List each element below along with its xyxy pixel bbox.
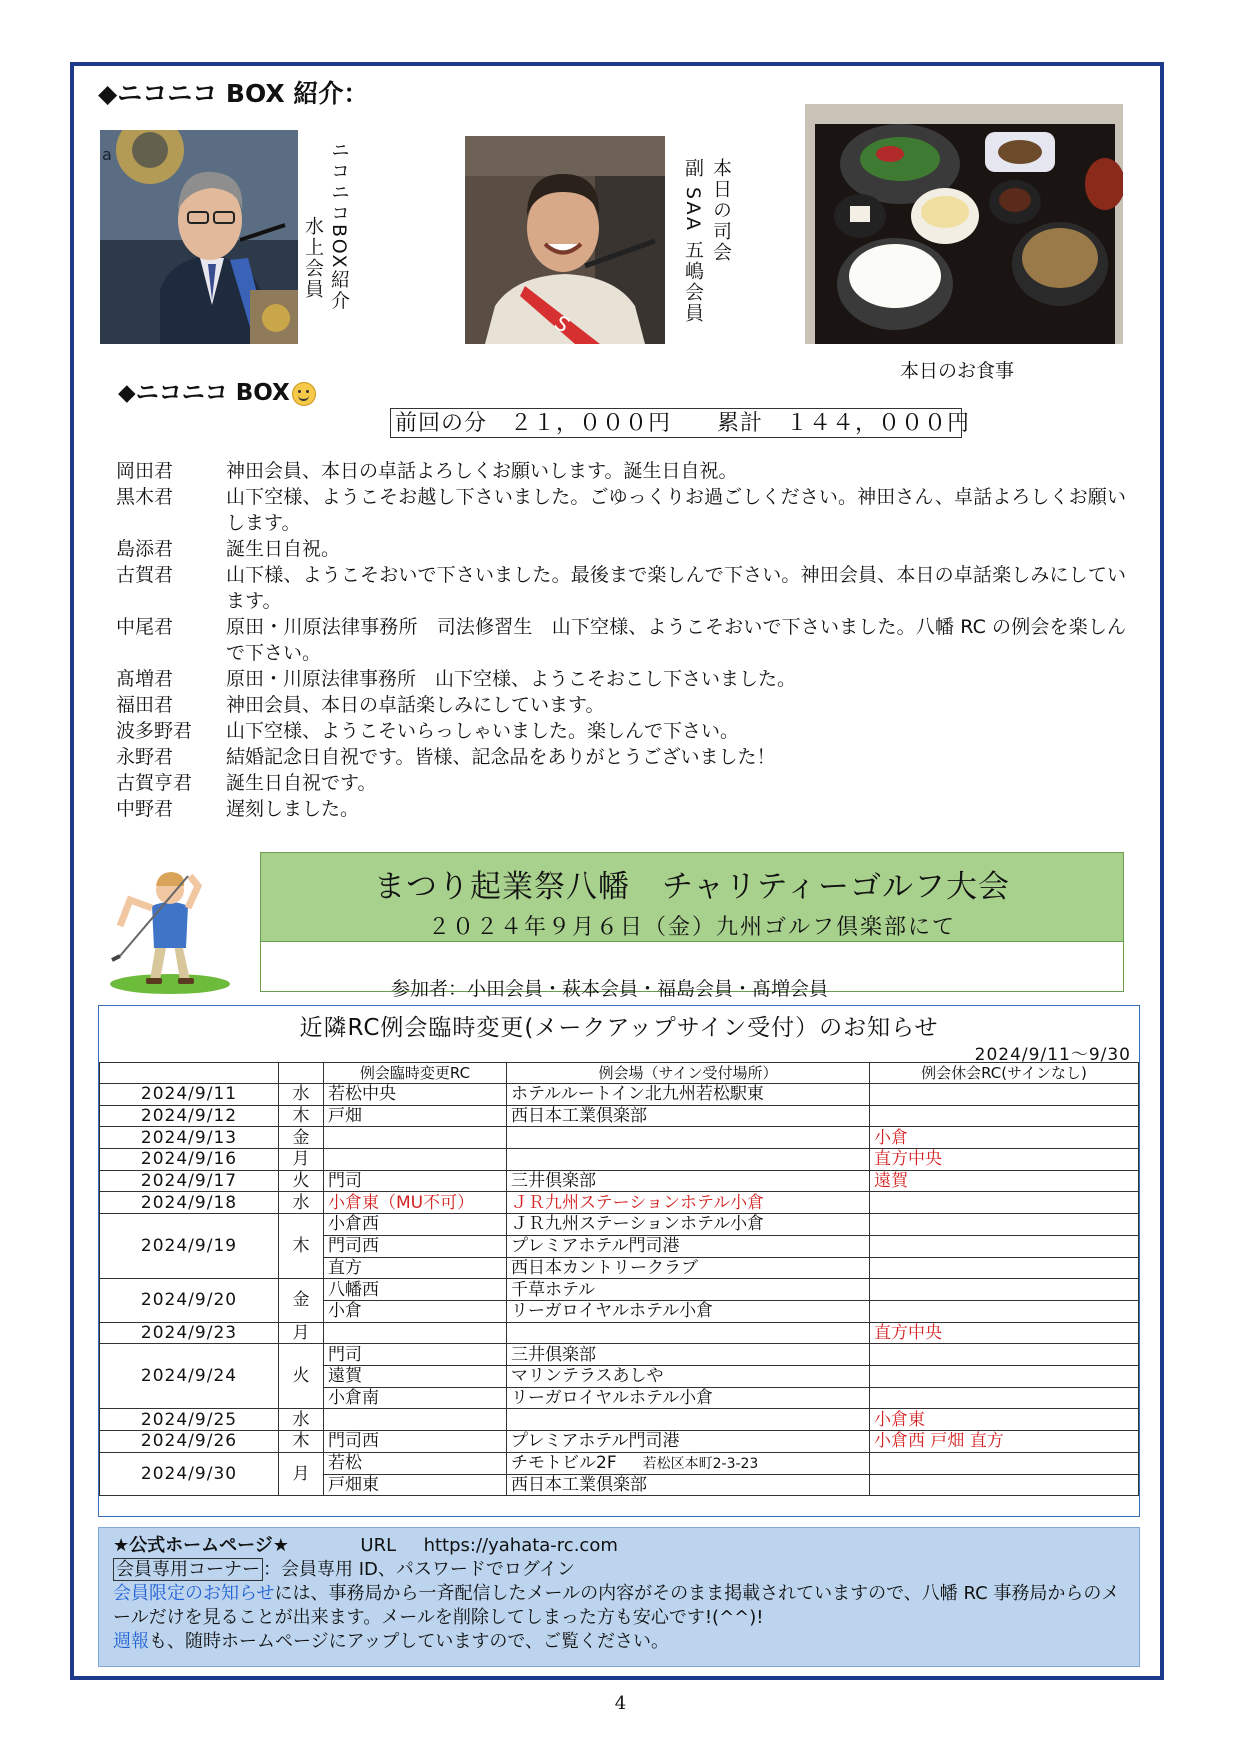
- schedule-weekday: 金: [279, 1127, 324, 1149]
- page-number: 4: [614, 1693, 627, 1714]
- schedule-venue-name: ホテルルートイン北九州若松駅東: [511, 1084, 764, 1105]
- schedule-venue-name: チモトビル2F: [511, 1452, 617, 1473]
- message-row: [116, 718, 1126, 744]
- schedule-closed-club: 直方中央: [870, 1149, 1139, 1171]
- message-name: 古賀亨君: [116, 772, 193, 794]
- schedule-club: [324, 1127, 507, 1149]
- golf-participants: 参加者：小田会員・萩本会員・福島会員・髙増会員: [391, 978, 829, 1000]
- schedule-venue-name: 三井倶楽部: [511, 1344, 596, 1365]
- message-name: 中尾君: [116, 616, 174, 638]
- photo-meal: [805, 104, 1123, 344]
- schedule-venue-name: プレミアホテル門司港: [511, 1236, 680, 1257]
- members-corner-label[interactable]: 会員専用コーナー: [113, 1558, 263, 1581]
- schedule-closed-club: [870, 1192, 1139, 1214]
- message-text: 遅刻しました。: [226, 798, 360, 820]
- schedule-club: 門司西: [324, 1235, 507, 1257]
- members-corner-text: ：会員専用 ID、パスワードでログイン: [263, 1559, 575, 1580]
- schedule-venue-address: 若松区本町2-3-23: [642, 1455, 759, 1472]
- schedule-title: 近隣RC例会臨時変更(メークアップサイン受付）のお知らせ: [299, 1015, 939, 1041]
- golfer-illustration: [100, 856, 230, 996]
- weekly-label[interactable]: 週報: [113, 1631, 149, 1652]
- schedule-venue-name: リーガロイヤルホテル小倉: [511, 1387, 714, 1408]
- schedule-closed-club: [870, 1214, 1139, 1236]
- message-text: 誕生日自祝。: [226, 538, 341, 560]
- schedule-closed-club: [870, 1474, 1139, 1496]
- message-text: 神田会員、本日の卓話よろしくお願いします。誕生日自祝。: [226, 460, 738, 482]
- schedule-closed-club: 小倉: [870, 1127, 1139, 1149]
- header-blank-date: [100, 1063, 279, 1084]
- schedule-venue: [507, 1344, 870, 1366]
- message-row: [116, 484, 1126, 536]
- svg-text:a: a: [102, 145, 112, 164]
- schedule-closed-club: [870, 1365, 1139, 1387]
- schedule-venue: [507, 1084, 870, 1106]
- golf-subtitle: ２０２４年９月６日（金）九州ゴルフ倶楽部にて: [427, 915, 956, 940]
- schedule-closed-club: 小倉東: [870, 1409, 1139, 1431]
- header-rc: 例会臨時変更RC: [324, 1063, 507, 1084]
- schedule-row: [100, 1170, 1139, 1192]
- schedule-closed-club: 小倉西 戸畑 直方: [870, 1431, 1139, 1453]
- schedule-closed-club: [870, 1300, 1139, 1322]
- schedule-date: 2024/9/26: [100, 1431, 279, 1453]
- message-row: [116, 458, 1126, 484]
- schedule-venue-name: 西日本カントリークラブ: [511, 1257, 698, 1278]
- golf-banner: [260, 852, 1124, 942]
- header-closed: 例会休会RC(サインなし): [870, 1063, 1139, 1084]
- schedule-table-box: [98, 1005, 1140, 1517]
- members-notice-text: には、事務局から一斉配信したメールの内容がそのまま掲載されていますので、八幡 RC 事務局からのメールだけを見ることが出来ます。メールを削除してしまった方も安心です!(^^)!: [113, 1583, 1120, 1628]
- schedule-club: 小倉西: [324, 1214, 507, 1236]
- schedule-weekday: 水: [279, 1409, 324, 1431]
- schedule-venue-name: プレミアホテル門司港: [511, 1431, 680, 1452]
- schedule-club: 戸畑: [324, 1105, 507, 1127]
- schedule-club: 若松中央: [324, 1084, 507, 1106]
- schedule-closed-club: 直方中央: [870, 1322, 1139, 1344]
- url-label: URL: [360, 1535, 397, 1556]
- schedule-range: 2024/9/11～9/30: [974, 1045, 1131, 1065]
- schedule-closed-club: [870, 1235, 1139, 1257]
- photo-mc-goshima: [465, 136, 665, 344]
- schedule-closed-club: [870, 1279, 1139, 1301]
- schedule-venue: [507, 1257, 870, 1279]
- schedule-row: [100, 1279, 1139, 1301]
- schedule-weekday: 月: [279, 1322, 324, 1344]
- caption-niko-intro: ニコニコBOX紹介: [328, 140, 350, 312]
- schedule-table: [99, 1062, 1139, 1496]
- schedule-header-row: [100, 1063, 1139, 1084]
- schedule-club: 小倉: [324, 1300, 507, 1322]
- schedule-club: 直方: [324, 1257, 507, 1279]
- schedule-row: [100, 1192, 1139, 1214]
- message-text: 結婚記念日自祝です。皆様、記念品をありがとうございました！: [226, 746, 776, 768]
- svg-text:S: S: [550, 310, 575, 338]
- schedule-date: 2024/9/20: [100, 1279, 279, 1322]
- schedule-row: [100, 1431, 1139, 1453]
- schedule-venue: [507, 1192, 870, 1214]
- schedule-club: 門司: [324, 1344, 507, 1366]
- schedule-row: [100, 1214, 1139, 1236]
- golf-title: まつり起業祭八幡 チャリティーゴルフ大会: [374, 869, 1010, 905]
- schedule-venue: [507, 1431, 870, 1453]
- schedule-venue: [507, 1105, 870, 1127]
- message-row: [116, 562, 1126, 614]
- schedule-date: 2024/9/25: [100, 1409, 279, 1431]
- schedule-date: 2024/9/23: [100, 1322, 279, 1344]
- schedule-date: 2024/9/13: [100, 1127, 279, 1149]
- schedule-club: [324, 1149, 507, 1171]
- schedule-venue: [507, 1279, 870, 1301]
- footer-line-notice: [113, 1582, 1125, 1630]
- message-text: 誕生日自祝です。: [226, 772, 377, 794]
- footer-line-weekly: [113, 1630, 1125, 1654]
- message-row: [116, 692, 1126, 718]
- caption-meal: 本日のお食事: [900, 360, 1015, 382]
- message-name: 岡田君: [116, 460, 174, 482]
- schedule-date: 2024/9/18: [100, 1192, 279, 1214]
- message-name: 髙増君: [116, 668, 174, 690]
- schedule-date: 2024/9/24: [100, 1344, 279, 1409]
- message-row: [116, 744, 1126, 770]
- schedule-club: 小倉南: [324, 1387, 507, 1409]
- schedule-venue-name: 千草ホテル: [511, 1279, 596, 1300]
- schedule-venue: [507, 1300, 870, 1322]
- schedule-club: 若松: [324, 1452, 507, 1474]
- message-name: 永野君: [116, 746, 174, 768]
- message-text: 神田会員、本日の卓話楽しみにしています。: [226, 694, 605, 716]
- schedule-weekday: 水: [279, 1192, 324, 1214]
- schedule-date: 2024/9/12: [100, 1105, 279, 1127]
- message-text: 山下様、ようこそおいで下さいました。最後まで楽しんで下さい。神田会員、本日の卓話楽しみにしています。: [226, 564, 1126, 612]
- schedule-weekday: 金: [279, 1279, 324, 1322]
- schedule-venue: [507, 1474, 870, 1496]
- schedule-row: [100, 1452, 1139, 1474]
- hp-label: ★公式ホームページ★: [113, 1535, 289, 1556]
- schedule-venue: [507, 1322, 870, 1344]
- message-name: 古賀君: [116, 564, 174, 586]
- schedule-venue: [507, 1235, 870, 1257]
- schedule-weekday: 水: [279, 1084, 324, 1106]
- message-text: 山下空様、ようこそいらっしゃいました。楽しんで下さい。: [226, 720, 740, 742]
- message-row: [116, 796, 1126, 822]
- schedule-weekday: 火: [279, 1344, 324, 1409]
- schedule-date: 2024/9/17: [100, 1170, 279, 1192]
- message-row: [116, 536, 1126, 562]
- schedule-venue: [507, 1409, 870, 1431]
- schedule-club: 小倉東（MU不可）: [324, 1192, 507, 1214]
- schedule-venue-name: 三井倶楽部: [511, 1171, 596, 1192]
- niko-box-heading: [118, 374, 316, 407]
- schedule-venue: [507, 1170, 870, 1192]
- schedule-date: 2024/9/11: [100, 1084, 279, 1106]
- header-blank-dow: [279, 1063, 324, 1084]
- message-row: [116, 666, 1126, 692]
- schedule-closed-club: [870, 1084, 1139, 1106]
- schedule-club: [324, 1409, 507, 1431]
- message-text: 原田・川原法律事務所 山下空様、ようこそおこし下さいました。: [226, 668, 797, 690]
- schedule-row: [100, 1105, 1139, 1127]
- schedule-row: [100, 1149, 1139, 1171]
- schedule-club: [324, 1322, 507, 1344]
- message-name: 黒木君: [116, 486, 174, 508]
- niko-intro-heading: ◆ニコニコ BOX 紹介：: [98, 79, 369, 108]
- homepage-link[interactable]: https://yahata-rc.com: [423, 1535, 618, 1556]
- message-text: 山下空様、ようこそお越し下さいました。ごゆっくりお過ごしください。神田さん、卓話よろしくお願いします。: [226, 486, 1126, 534]
- golf-participants-box: [260, 940, 1124, 1000]
- schedule-venue: [507, 1452, 870, 1474]
- niko-box-messages: [116, 458, 1126, 822]
- schedule-weekday: 木: [279, 1105, 324, 1127]
- schedule-venue: [507, 1365, 870, 1387]
- schedule-date: 2024/9/30: [100, 1452, 279, 1496]
- schedule-closed-club: [870, 1387, 1139, 1409]
- schedule-weekday: 月: [279, 1452, 324, 1496]
- schedule-weekday: 月: [279, 1149, 324, 1171]
- weekly-text: も、随時ホームページにアップしていますので、ご覧ください。: [149, 1631, 670, 1652]
- schedule-venue-name: ＪＲ九州ステーションホテル小倉: [511, 1192, 765, 1213]
- caption-goshima: 副 SAA 五嶋会員: [682, 158, 704, 325]
- schedule-club: 八幡西: [324, 1279, 507, 1301]
- members-notice-label[interactable]: 会員限定のお知らせ: [113, 1583, 275, 1604]
- schedule-weekday: 木: [279, 1214, 324, 1279]
- schedule-venue-name: 西日本工業倶楽部: [511, 1106, 647, 1127]
- schedule-venue-name: ＪＲ九州ステーションホテル小倉: [511, 1214, 765, 1235]
- schedule-club: 遠賀: [324, 1365, 507, 1387]
- schedule-closed-club: [870, 1344, 1139, 1366]
- smile-icon: [292, 382, 316, 406]
- caption-mc-role: 本日の司会: [710, 158, 732, 263]
- message-name: 波多野君: [116, 720, 193, 742]
- schedule-row: [100, 1322, 1139, 1344]
- schedule-date: 2024/9/19: [100, 1214, 279, 1279]
- schedule-closed-club: [870, 1105, 1139, 1127]
- footer-box: [98, 1527, 1140, 1667]
- niko-box-totals: 前回の分 ２１，０００円 累計 １４４，０００円: [390, 408, 962, 438]
- schedule-weekday: 木: [279, 1431, 324, 1453]
- schedule-row: [100, 1127, 1139, 1149]
- schedule-date: 2024/9/16: [100, 1149, 279, 1171]
- schedule-venue: [507, 1149, 870, 1171]
- schedule-club: 門司西: [324, 1431, 507, 1453]
- schedule-row: [100, 1344, 1139, 1366]
- schedule-closed-club: 遠賀: [870, 1170, 1139, 1192]
- niko-box-heading-text: ◆ニコニコ BOX: [118, 380, 290, 406]
- footer-line-members: [113, 1558, 1125, 1582]
- message-name: 福田君: [116, 694, 174, 716]
- schedule-closed-club: [870, 1257, 1139, 1279]
- schedule-row: [100, 1084, 1139, 1106]
- message-row: [116, 614, 1126, 666]
- schedule-venue-name: 西日本工業倶楽部: [511, 1475, 647, 1496]
- schedule-club: 門司: [324, 1170, 507, 1192]
- message-text: 原田・川原法律事務所 司法修習生 山下空様、ようこそおいで下さいました。八幡 RC の例会を楽しんで下さい。: [226, 616, 1126, 664]
- schedule-row: [100, 1409, 1139, 1431]
- footer-line-hp: [113, 1534, 1125, 1558]
- message-name: 島添君: [116, 538, 174, 560]
- schedule-venue: [507, 1387, 870, 1409]
- schedule-venue-name: リーガロイヤルホテル小倉: [511, 1301, 714, 1322]
- header-venue: 例会場（サイン受付場所）: [507, 1063, 870, 1084]
- photo-speaker-mizukami: [100, 130, 298, 344]
- schedule-weekday: 火: [279, 1170, 324, 1192]
- message-row: [116, 770, 1126, 796]
- schedule-venue: [507, 1127, 870, 1149]
- schedule-club: 戸畑東: [324, 1474, 507, 1496]
- message-name: 中野君: [116, 798, 174, 820]
- schedule-venue-name: マリンテラスあしや: [511, 1366, 664, 1387]
- schedule-closed-club: [870, 1452, 1139, 1474]
- caption-mizukami: 水上会員: [302, 216, 324, 300]
- schedule-venue: [507, 1214, 870, 1236]
